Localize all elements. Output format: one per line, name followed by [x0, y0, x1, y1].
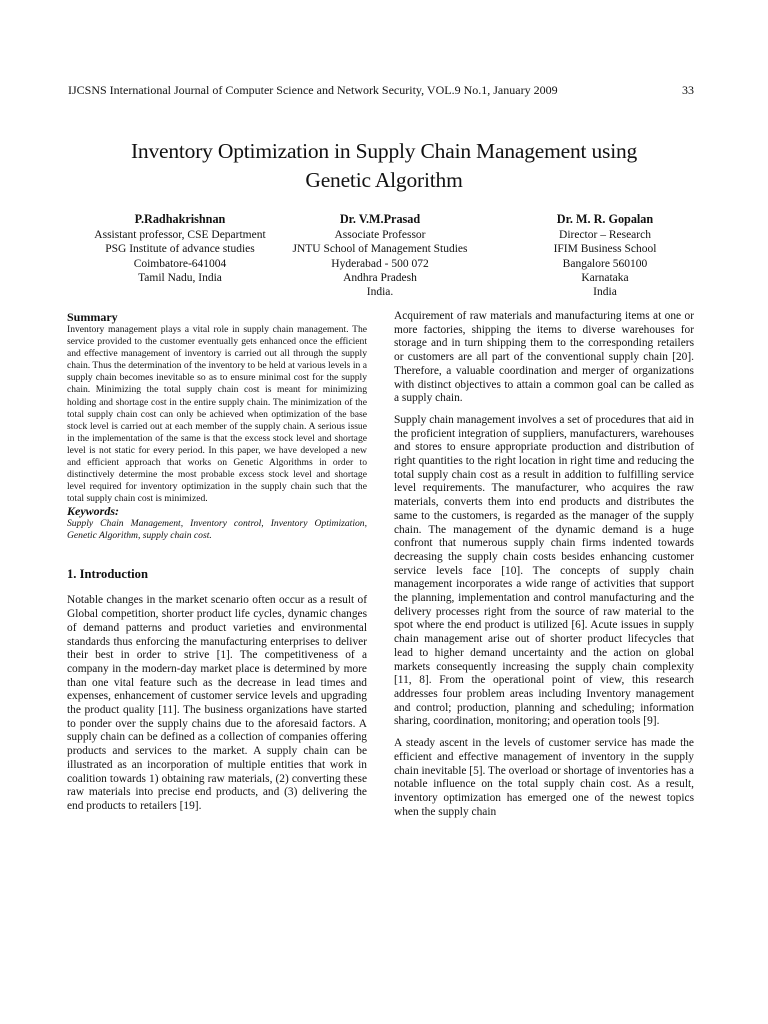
body-paragraph: Supply chain management involves a set of procedures that aid in the proficient integration of suppliers, manufacturers, warehouses and stores to ensure appropriate production and distribution of right quantities to the right location in right time and reducing the total supply chain cost as a result in addition to fulfilling service level requirements. The manufacturer, who acquires the raw materials, converts them into end products and distributes the same to the customers, is regarded as the manager of the supply chain. The management of the dynamic demand is a huge confront that numerous supply chain firms indented towards decreasing the supply chain costs besides enhancing customer service levels face [10]. The concepts of supply chain management incorporates a wide range of activities that support the planning, implementation and control manufacturing and the delivery processes right from the source of raw material to the spot where the end product is utilized [6]. Acute issues in supply chain management arise out of shorter product lifecycles that lead to higher demand uncertainty and the action on global markets consequently increasing the supply chain complexity [11, 8]. From the operational point of view, this research addresses four problem areas including Inventory management and control; production, planning and scheduling; information sharing, coordination, monitoring; and operation tools [9]. — [394, 413, 694, 728]
author-1 — [60, 212, 300, 285]
summary-text: Inventory management plays a vital role in supply chain management. The service provided to the customer eventually gets enhanced once the efficient and effective management of inventory is carried out all through the supply chain. Thus the determination of the inventory to be held at various levels in a supply chain becomes inevitable so as to ensure minimal cost for the supply chain. Minimizing the total supply chain cost is meant for minimizing holding and shortage cost in the entire supply chain. The minimization of the total supply chain cost can only be achieved when optimization of the base stock level is carried out at each member of the supply chain. A serious issue in the implementation of the same is that the excess stock level and shortage level is not static for every period. In this paper, we have developed a new and efficient approach that works on Genetic Algorithms in order to distinctively determine the most probable excess stock level and shortage level required for inventory optimization in the supply chain such that the total supply chain cost is minimized. — [67, 324, 367, 505]
section-heading-introduction: 1. Introduction — [67, 567, 148, 582]
author-affiliation-line: Andhra Pradesh — [343, 271, 417, 284]
author-affiliation-line: Hyderabad - 500 072 — [331, 257, 429, 270]
author-affiliation-line: PSG Institute of advance studies — [105, 243, 255, 256]
author-affiliation-line: Director – Research — [559, 229, 651, 242]
author-affiliation-line: India — [593, 286, 617, 299]
author-affiliation-line: Assistant professor, CSE Department — [94, 229, 266, 242]
author-affiliation-line: IFIM Business School — [553, 243, 657, 256]
summary-heading: Summary — [67, 310, 118, 324]
introduction-paragraph: Notable changes in the market scenario often occur as a result of Global competition, shorter product life cycles, dynamic changes of demand patterns and product varieties and environmental standards thus enforcing the manufacturing enterprises to deliver their best in order to strive [1]. The competitiveness of a company in the modern-day market place is determined by more than one vital feature such as the decrease in lead times and expenses, enhancement of customer service levels and upgrading the product quality [11]. The business organizations have started to ponder over the supply chains due to the aforesaid factors. A supply chain can be defined as a collection of companies offering products and services to the market. A supply chain can be illustrated as an incorporation of multiple entities that work in coalition towards 1) obtaining raw materials, (2) converting these raw materials into precise end products, and (3) delivering the end products to retailers [19]. — [67, 594, 367, 812]
author-name: Dr. M. R. Gopalan — [556, 212, 654, 226]
keywords-heading: Keywords: — [67, 504, 119, 519]
title-line-1: Inventory Optimization in Supply Chain Management using — [130, 139, 638, 163]
page-number: 33 — [682, 83, 694, 97]
author-affiliation-line: Bangalore 560100 — [562, 257, 648, 270]
body-paragraph: A steady ascent in the levels of customer service has made the efficient and effective management of inventory in the supply chain inevitable [5]. The overload or shortage of inventories has a notable influence on the total supply chain cost. As a result, inventory optimization has emerged one of the newest topics when the supply chain — [394, 737, 694, 818]
author-2 — [265, 212, 495, 299]
keywords-text: Supply Chain Management, Inventory control, Inventory Optimization, Genetic Algorithm, supply chain cost. — [67, 518, 367, 542]
author-name: P.Radhakrishnan — [134, 212, 226, 226]
title-line-2: Genetic Algorithm — [305, 168, 463, 192]
journal-citation: IJCSNS International Journal of Computer Science and Network Security, VOL.9 No.1, January 2009 — [68, 83, 558, 97]
left-column — [67, 310, 367, 814]
author-affiliation-line: India. — [366, 286, 394, 299]
author-affiliation-line: Associate Professor — [334, 229, 426, 242]
author-affiliation-line: JNTU School of Management Studies — [292, 243, 468, 256]
author-affiliation-line: Karnataka — [581, 271, 629, 284]
right-column — [394, 310, 694, 819]
author-affiliation-line: Tamil Nadu, India — [138, 271, 222, 284]
paper-title — [60, 137, 708, 195]
author-affiliation-line: Coimbatore-641004 — [133, 257, 227, 270]
author-name: Dr. V.M.Prasad — [339, 212, 421, 226]
body-paragraph: Acquirement of raw materials and manufacturing items at one or more factories, shipping the items to diverse warehouses for storage and in turn shipping them to the corresponding retailers or customers are all part of the conventional supply chain [20]. Therefore, a valuable coordination and merger of organizations with distinct objectives to attain a common goal can be called as a supply chain. — [394, 310, 694, 405]
running-header — [68, 83, 694, 98]
author-3 — [490, 212, 720, 299]
